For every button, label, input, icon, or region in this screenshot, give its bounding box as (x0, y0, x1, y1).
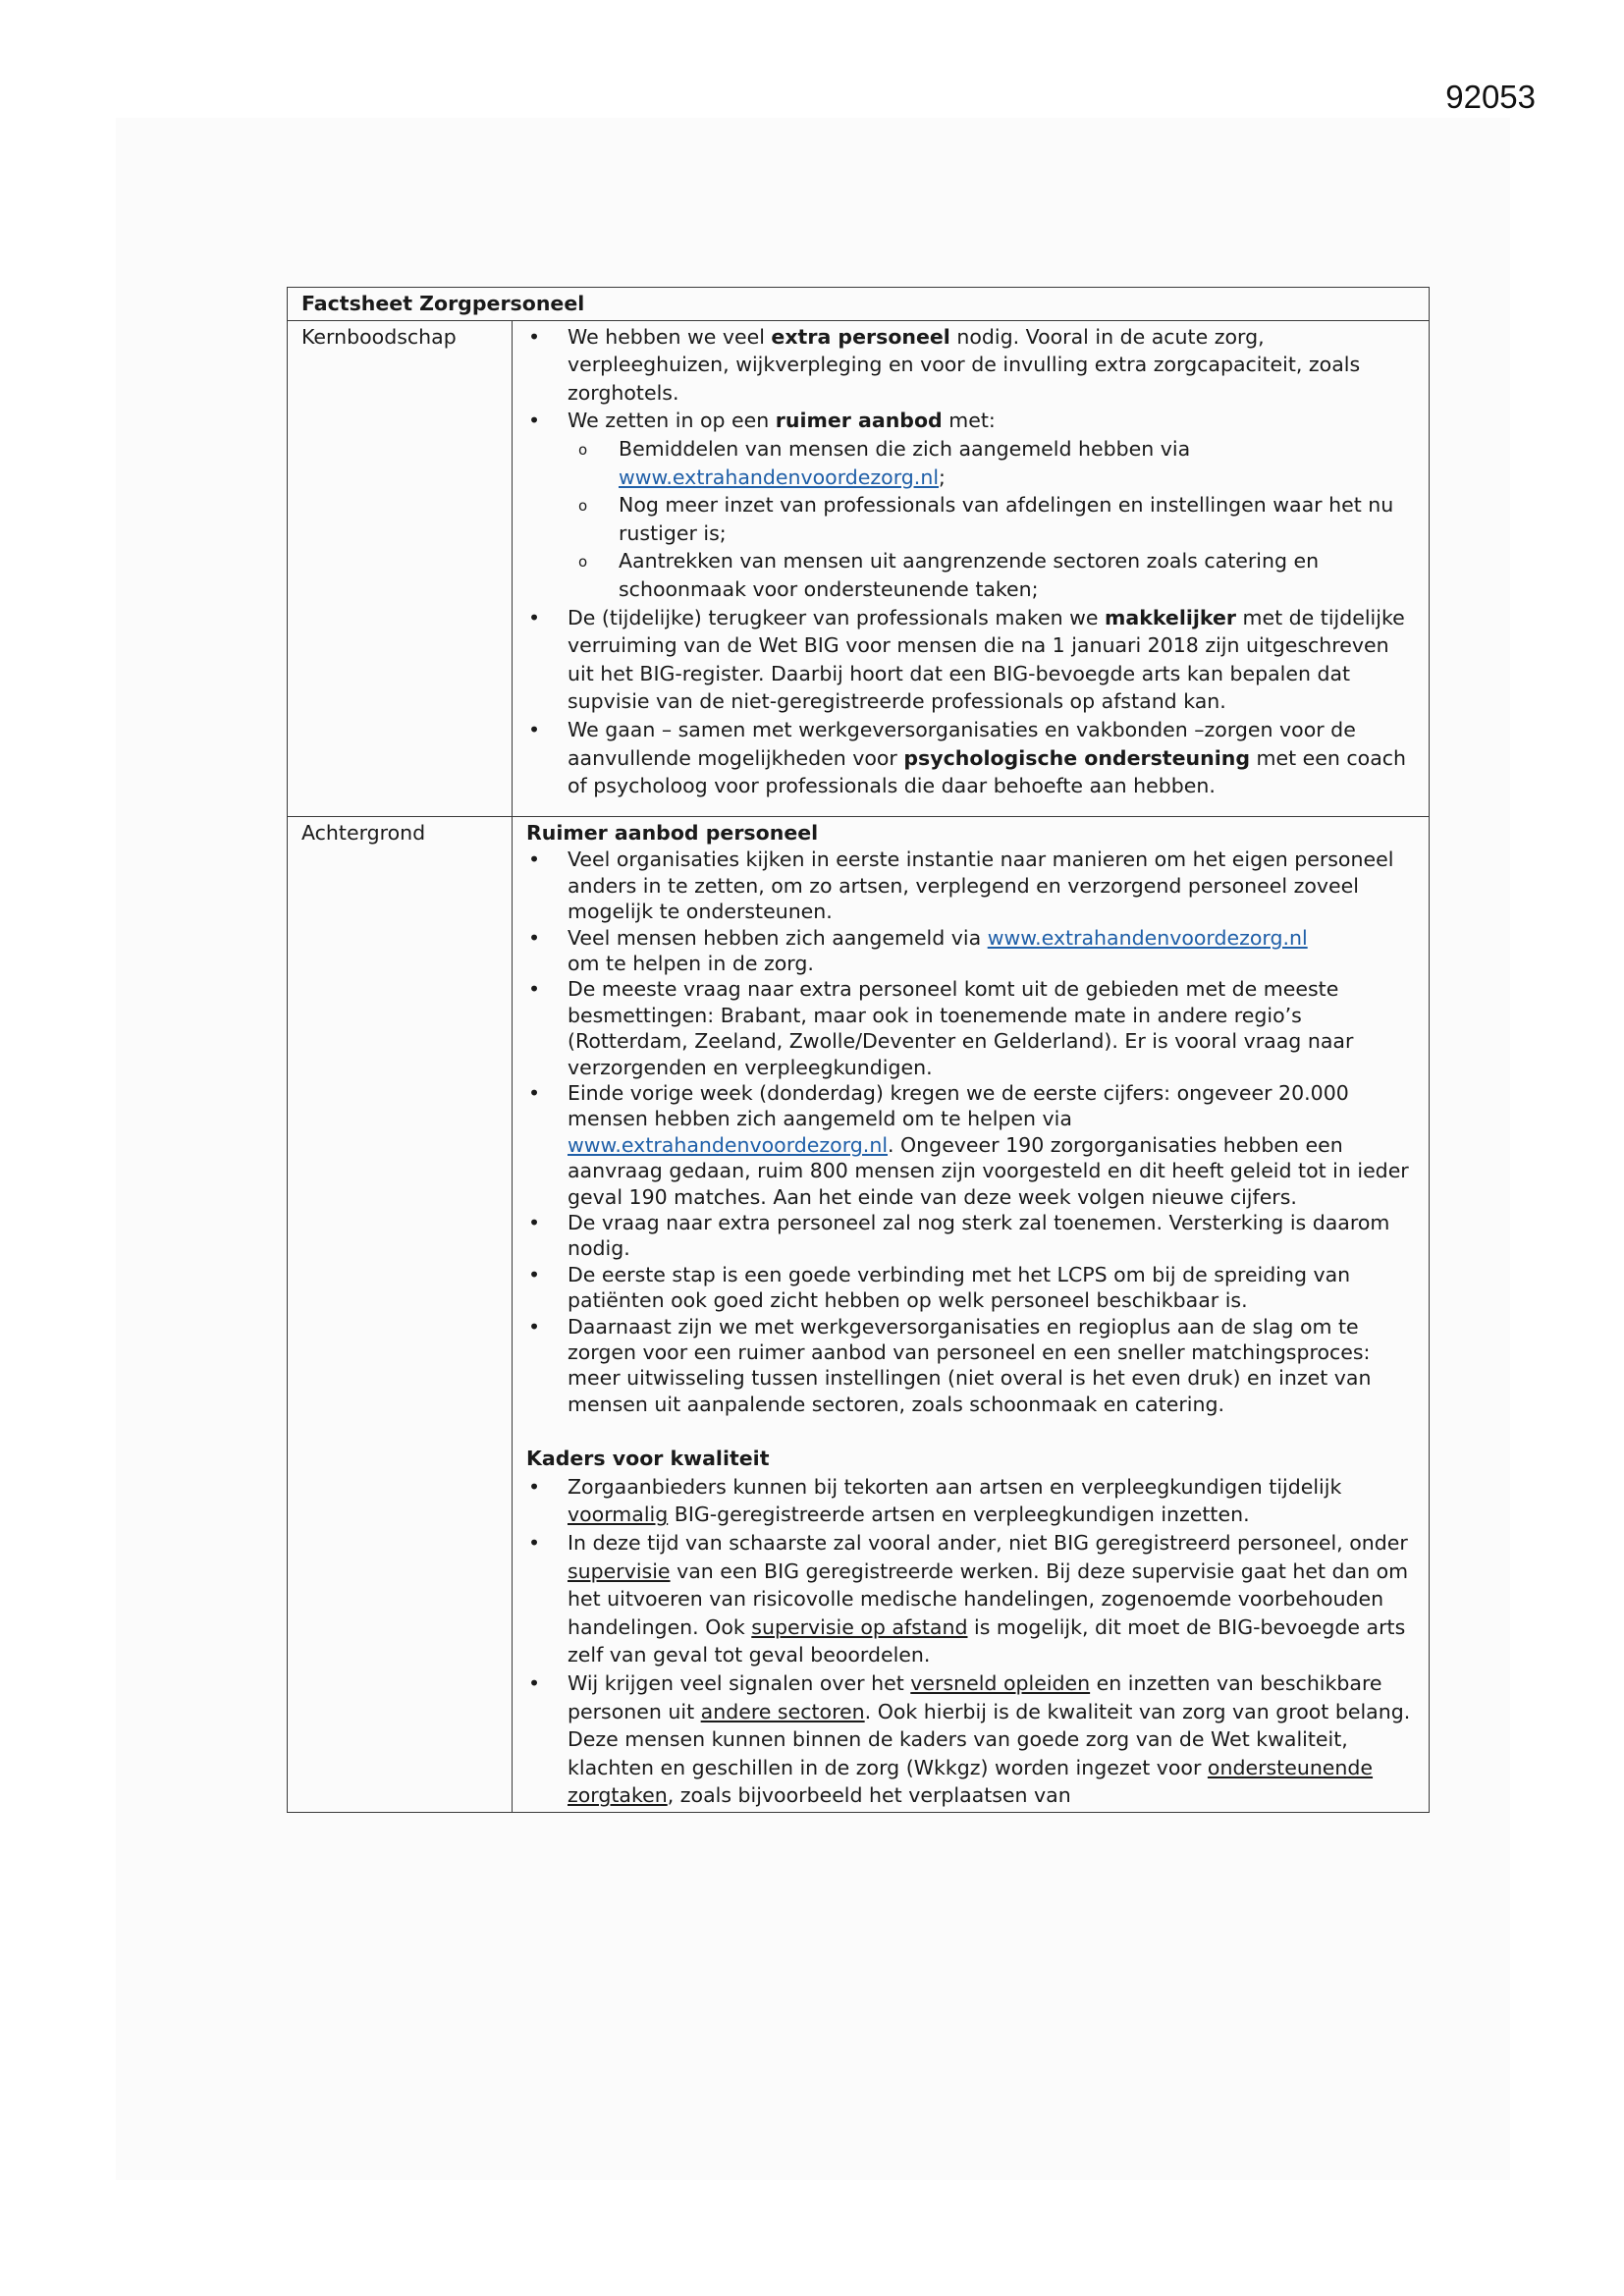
list-item (526, 1473, 1415, 1529)
section-heading-kaders: Kaders voor kwaliteit (526, 1447, 770, 1471)
list-item (526, 604, 1415, 716)
factsheet-table (287, 287, 1430, 1813)
text: Zorgaanbieders kunnen bij tekorten aan artsen en verpleegkundigen tijdelijk (568, 1474, 1342, 1499)
text: met een coach of psycholoog voor professionals die daar behoefte aan hebben. (568, 745, 1407, 798)
extrahanden-link[interactable]: www.extrahandenvoordezorg.nl (987, 925, 1308, 950)
text: om te helpen in de zorg. (568, 951, 814, 975)
text: BIG-geregistreerde artsen en verpleegkundigen inzetten. (668, 1503, 1250, 1527)
document-number: 92053 (1445, 79, 1536, 115)
bold-text: makkelijker (1105, 605, 1237, 629)
spacer (526, 1417, 1415, 1445)
text: We hebben we veel (568, 324, 772, 349)
list-item: • Veel organisaties kijken in eerste instantie naar manieren om het eigen personeel anders in te zetten, om zo artsen, verplegend en verzorgend personeel zoveel mogelijk te ondersteunen. (526, 847, 1415, 924)
list-item (526, 323, 1415, 408)
text: . Ook hierbij is de kwaliteit van zorg van groot belang. Deze mensen kunnen binnen de kaders van goede zorg van de Wet kwaliteit, klachten en geschillen in de zorg (Wkkgz) worden ingezet voor (568, 1699, 1411, 1779)
section-heading-ruimer-aanbod: Ruimer aanbod personeel (526, 820, 819, 845)
text: We zetten in op een (568, 409, 776, 433)
achtergrond-list (526, 847, 1415, 1417)
list-item: • Daarnaast zijn we met werkgeversorganisaties en regioplus aan de slag om te zorgen voor een ruimer aanbod van personeel en een sneller matchingsproces: meer uitwisseling tussen instellingen (niet overal is het even druk) en inzet van mensen uit aanpalende sectoren, zoals schoonmaak en catering. (526, 1314, 1415, 1418)
text: Einde vorige week (donderdag) kregen we de eerste cijfers: ongeveer 20.000 mensen hebben zich aangemeld om te helpen via (568, 1080, 1349, 1131)
list-item (526, 1529, 1415, 1669)
underlined-text: ondersteunende zorgtaken (568, 1755, 1374, 1808)
bold-text: psychologische ondersteuning (903, 745, 1250, 770)
sub-list-item: o Aantrekken van mensen uit aangrenzende sectoren zoals catering en schoonmaak voor ondersteunende taken; (526, 547, 1415, 603)
kernboodschap-list (526, 323, 1415, 814)
factsheet-title: Factsheet Zorgpersoneel (288, 288, 1430, 321)
list-item: • De vraag naar extra personeel zal nog sterk zal toenemen. Versterking is daarom nodig. (526, 1210, 1415, 1262)
row-label-achtergrond: Achtergrond (288, 816, 513, 1812)
text: In deze tijd van schaarste zal vooral ander, niet BIG geregistreerd personeel, onder (568, 1531, 1408, 1555)
list-item (526, 1080, 1415, 1210)
kernboodschap-row (288, 320, 1430, 816)
bold-text: extra personeel (771, 324, 950, 349)
text: ; (939, 465, 946, 489)
text: met de tijdelijke verruiming van de Wet BIG voor mensen die na 1 januari 2018 zijn uitgeschreven uit het BIG-register. Daarbij hoort dat een BIG-bevoegde arts kan bepalen dat supvisie van de niet-geregistreerde professionals op afstand kan. (568, 605, 1405, 714)
sub-list-item (526, 435, 1415, 491)
sub-list (526, 435, 1415, 604)
text: nodig. Vooral in de acute zorg, verpleeghuizen, wijkverpleging en voor de invulling extra zorgcapaciteit, zoals zorghotels. (568, 324, 1361, 405)
text: Veel mensen hebben zich aangemeld via (568, 925, 988, 950)
achtergrond-content (513, 816, 1430, 1812)
text: Bemiddelen van mensen die zich aangemeld hebben via (619, 436, 1191, 461)
text: , zoals bijvoorbeeld het verplaatsen van (667, 1783, 1071, 1808)
list-item (526, 716, 1415, 814)
achtergrond-row (288, 816, 1430, 1812)
list-item (526, 407, 1415, 603)
underlined-text: andere sectoren (700, 1699, 865, 1723)
text: De (tijdelijke) terugkeer van professionals maken we (568, 605, 1106, 629)
text: is mogelijk, dit moet de BIG-bevoegde arts zelf van geval tot geval beoordelen. (568, 1614, 1406, 1667)
text: van een BIG geregistreerde werken. Bij deze supervisie gaat het dan om het uitvoeren van risicovolle medische handelingen, zogenoemde voorbehouden handelingen. Ook (568, 1558, 1409, 1639)
list-item: • De eerste stap is een goede verbinding met het LCPS om bij de spreiding van patiënten ook goed zicht hebben op welk personeel beschikbaar is. (526, 1262, 1415, 1314)
kernboodschap-content (513, 320, 1430, 816)
table-header-row (288, 288, 1430, 321)
extrahanden-link[interactable]: www.extrahandenvoordezorg.nl (568, 1132, 889, 1157)
underlined-text: supervisie (568, 1558, 671, 1583)
text: en inzetten van beschikbare personen uit (568, 1670, 1382, 1723)
list-item (526, 925, 1415, 977)
text: We gaan – samen met werkgeversorganisaties en vakbonden –zorgen voor de aanvullende mogelijkheden voor (568, 717, 1356, 770)
kaders-list (526, 1473, 1415, 1810)
underlined-text: versneld opleiden (910, 1670, 1091, 1695)
extrahanden-link[interactable]: www.extrahandenvoordezorg.nl (619, 465, 940, 489)
underlined-text: voormalig (568, 1503, 669, 1527)
list-item (526, 1669, 1415, 1810)
sub-list-item: o Nog meer inzet van professionals van afdelingen en instellingen waar het nu rustiger is; (526, 491, 1415, 547)
bold-text: ruimer aanbod (775, 409, 943, 433)
row-label-kernboodschap: Kernboodschap (288, 320, 513, 816)
text: met: (942, 409, 996, 433)
text: Wij krijgen veel signalen over het (568, 1670, 911, 1695)
text: . Ongeveer 190 zorgorganisaties hebben een aanvraag gedaan, ruim 800 mensen zijn voorgesteld en dit heeft geleid tot in ieder geval 190 matches. Aan het einde van deze week volgen nieuwe cijfers. (568, 1132, 1409, 1209)
list-item: • De meeste vraag naar extra personeel komt uit de gebieden met de meeste besmettingen: Brabant, maar ook in toenemende mate in andere regio’s (Rotterdam, Zeeland, Zwolle/Deventer en Gelderland). Er is vooral vraag naar verzorgenden en verpleegkundigen. (526, 976, 1415, 1080)
underlined-text: supervisie op afstand (751, 1614, 968, 1639)
